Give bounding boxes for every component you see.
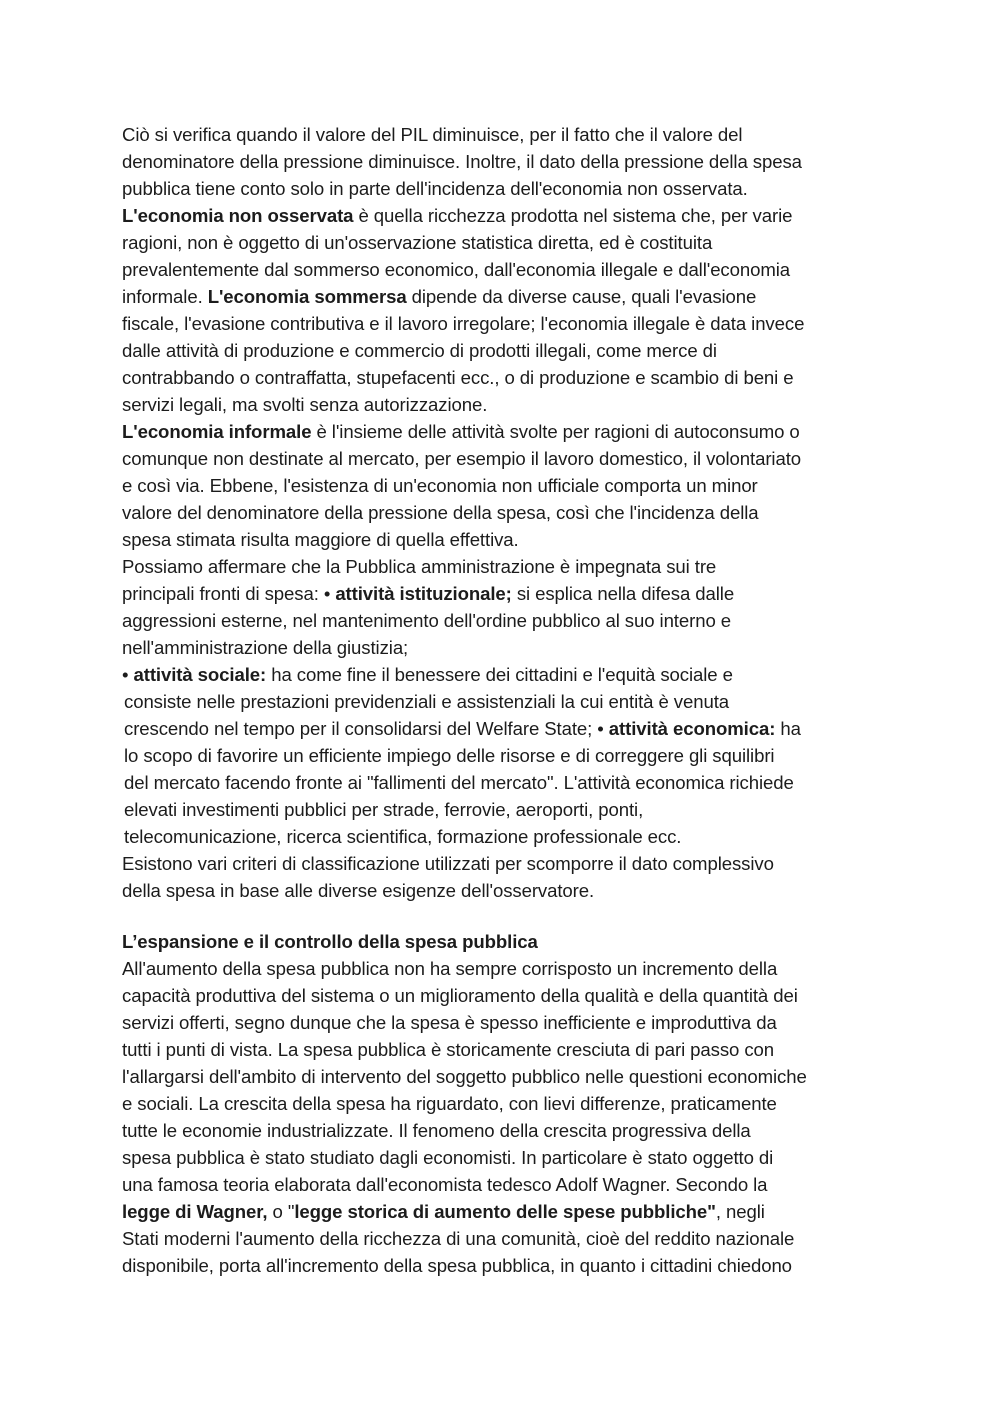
line-text: o " — [267, 1201, 295, 1222]
paragraph-line: servizi legali, ma svolti senza autorizzazione. — [122, 394, 488, 415]
paragraph-line: Possiamo affermare che la Pubblica amministrazione è impegnata sui tre — [122, 556, 717, 577]
paragraph-line — [122, 715, 902, 742]
paragraph-line: lo scopo di favorire un efficiente impiego delle risorse e di correggere gli squilibri — [124, 745, 775, 766]
line-text: crescendo nel tempo per il consolidarsi del Welfare State; • — [124, 718, 609, 739]
paragraph-line: tutti i punti di vista. La spesa pubblica è storicamente cresciuta di pari passo con — [122, 1039, 775, 1060]
paragraph-line: ragioni, non è oggetto di un'osservazione statistica diretta, ed è costituita — [122, 232, 713, 253]
paragraph-line: denominatore della pressione diminuisce. Inoltre, il dato della pressione della spesa — [122, 151, 802, 172]
paragraph-line — [122, 202, 902, 229]
paragraph-line: elevati investimenti pubblici per strade, ferrovie, aeroporti, ponti, — [124, 799, 644, 820]
line-text: è l'insieme delle attività svolte per ragioni di autoconsumo o — [311, 421, 800, 442]
paragraph-line: della spesa in base alle diverse esigenze dell'osservatore. — [122, 880, 595, 901]
paragraph-line: comunque non destinate al mercato, per esempio il lavoro domestico, il volontariato — [122, 448, 802, 469]
paragraph-line: aggressioni esterne, nel mantenimento dell'ordine pubblico al suo interno e — [122, 610, 731, 631]
paragraph-line — [122, 661, 902, 688]
paragraph-line — [122, 283, 902, 310]
paragraph-line: Esistono vari criteri di classificazione utilizzati per scomporre il dato complessivo — [122, 853, 774, 874]
paragraph-line: capacità produttiva del sistema o un miglioramento della qualità e della quantità dei — [122, 985, 798, 1006]
line-text: ha come fine il benessere dei cittadini e l'equità sociale e — [266, 664, 733, 685]
text-section-1 — [122, 121, 902, 904]
paragraph-line: servizi offerti, segno dunque che la spesa è spesso inefficiente e improduttiva da — [122, 1012, 777, 1033]
line-text: è quella ricchezza prodotta nel sistema che, per varie — [353, 205, 793, 226]
paragraph-line: fiscale, l'evasione contributiva e il lavoro irregolare; l'economia illegale è data invece — [122, 313, 805, 334]
paragraph-line: spesa stimata risulta maggiore di quella effettiva. — [122, 529, 519, 550]
paragraph-line: l'allargarsi dell'ambito di intervento del soggetto pubblico nelle questioni economiche — [122, 1066, 807, 1087]
text-section-2 — [122, 928, 902, 1279]
paragraph-line: prevalentemente dal sommerso economico, dall'economia illegale e dall'economia — [122, 259, 791, 280]
line-text: informale. — [122, 286, 208, 307]
paragraph-line: Ciò si verifica quando il valore del PIL diminuisce, per il fatto che il valore del — [122, 124, 743, 145]
paragraph-line: tutte le economie industrializzate. Il fenomeno della crescita progressiva della — [122, 1120, 751, 1141]
paragraph-line: contrabbando o contraffatta, stupefacenti ecc., o di produzione e scambio di beni e — [122, 367, 794, 388]
paragraph-line: e così via. Ebbene, l'esistenza di un'economia non ufficiale comporta un minor — [122, 475, 758, 496]
bullet-mark: • — [122, 664, 134, 685]
paragraph-line: spesa pubblica è stato studiato dagli economisti. In particolare è stato oggetto di — [122, 1147, 774, 1168]
paragraph-line: pubblica tiene conto solo in parte dell'incidenza dell'economia non osservata. — [122, 178, 748, 199]
term-attivita-economica: attività economica: — [608, 718, 776, 739]
term-economia-informale: L'economia informale — [122, 421, 312, 442]
paragraph-line: nell'amministrazione della giustizia; — [122, 637, 409, 658]
line-text: ha — [775, 718, 801, 739]
paragraph-line: Stati moderni l'aumento della ricchezza di una comunità, cioè del reddito nazionale — [122, 1228, 795, 1249]
paragraph-line: una famosa teoria elaborata dall'economista tedesco Adolf Wagner. Secondo la — [122, 1174, 768, 1195]
paragraph-line: All'aumento della spesa pubblica non ha sempre corrisposto un incremento della — [122, 958, 778, 979]
paragraph-line: e sociali. La crescita della spesa ha riguardato, con lievi differenze, praticamente — [122, 1093, 777, 1114]
paragraph-line: telecomunicazione, ricerca scientifica, formazione professionale ecc. — [124, 826, 682, 847]
line-text: dipende da diverse cause, quali l'evasione — [406, 286, 757, 307]
paragraph-line: disponibile, porta all'incremento della spesa pubblica, in quanto i cittadini chiedono — [122, 1255, 792, 1276]
paragraph-line: del mercato facendo fronte ai "fallimenti del mercato". L'attività economica richiede — [124, 772, 794, 793]
line-text: , negli — [715, 1201, 765, 1222]
paragraph-line: valore del denominatore della pressione della spesa, così che l'incidenza della — [122, 502, 759, 523]
term-attivita-istituzionale: attività istituzionale; — [335, 583, 512, 604]
term-economia-non-osservata: L'economia non osservata — [122, 205, 354, 226]
paragraph-line: consiste nelle prestazioni previdenziali e assistenziali la cui entità è venuta — [124, 691, 730, 712]
line-text: principali fronti di spesa: • — [122, 583, 336, 604]
paragraph-line: dalle attività di produzione e commercio di prodotti illegali, come merce di — [122, 340, 717, 361]
paragraph-line — [122, 580, 902, 607]
term-economia-sommersa: L'economia sommersa — [207, 286, 407, 307]
term-attivita-sociale: attività sociale: — [133, 664, 267, 685]
section-heading: L’espansione e il controllo della spesa pubblica — [122, 931, 538, 952]
paragraph-line — [122, 418, 902, 445]
paragraph-line — [122, 1198, 902, 1225]
line-text: si esplica nella difesa dalle — [511, 583, 735, 604]
term-legge-di-wagner: legge di Wagner, — [122, 1201, 268, 1222]
term-legge-storica: legge storica di aumento delle spese pubbliche" — [294, 1201, 716, 1222]
